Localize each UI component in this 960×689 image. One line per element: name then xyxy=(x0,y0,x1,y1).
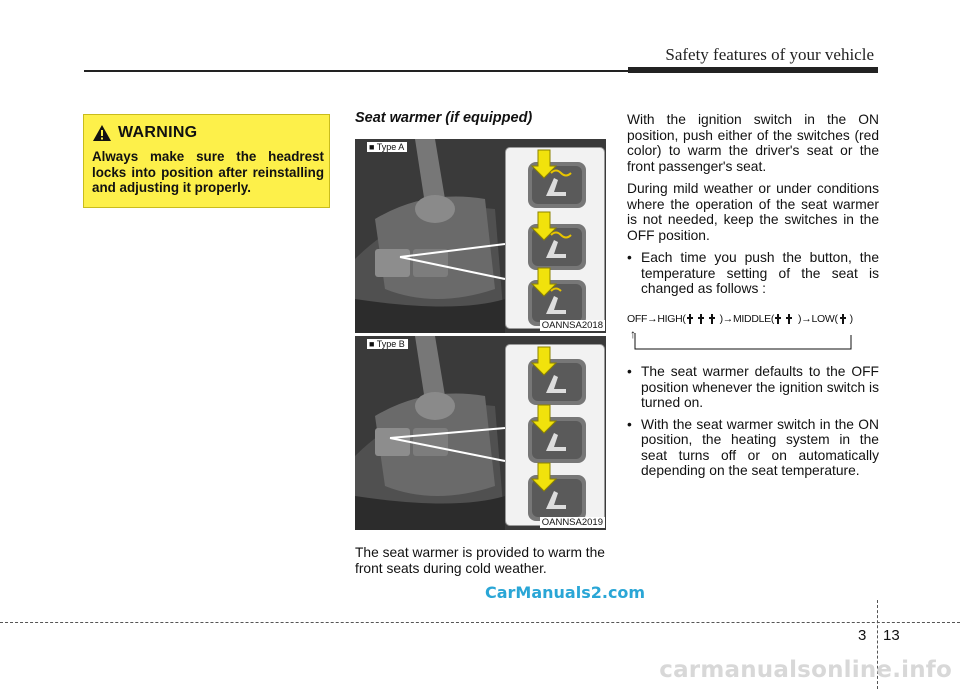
bullet-item xyxy=(627,364,879,411)
figure-code: OANNSA2019 xyxy=(541,517,603,528)
left-body-text: The seat warmer is provided to warm the front seats during cold weather. xyxy=(355,545,605,576)
bullet-dot-icon: • xyxy=(627,250,632,265)
page-number: 13 xyxy=(883,627,900,644)
watermark-link[interactable]: CarManuals2.com xyxy=(485,583,646,602)
right-column-lower xyxy=(627,364,879,485)
footer-separator xyxy=(0,622,960,623)
bullet-item xyxy=(627,417,879,479)
bullet-item xyxy=(627,250,879,297)
seq-arrow: → xyxy=(722,313,733,325)
return-arrow: ↑ xyxy=(630,327,636,341)
heat-level-high-icon xyxy=(686,313,720,325)
figure-type-label: ■ Type B xyxy=(367,339,408,349)
chapter-number: 3 xyxy=(858,627,867,644)
sequence-return-line xyxy=(627,329,857,353)
bullet-text: With the seat warmer switch in the ON position, the heating system in the seat turns off or on automatically depending on the seat temperature. xyxy=(641,416,879,478)
bullet-text: Each time you push the button, the temperature setting of the seat is changed as follows : xyxy=(641,250,879,296)
figure-type-a xyxy=(355,139,606,333)
paragraph-mild-weather: During mild weather or under conditions where the operation of the seat warmer is not needed, keep the switches in the OFF position. xyxy=(627,181,879,243)
paragraph-ignition: With the ignition switch in the ON position, push either of the switches (red color) to warm the driver's seat or the front passenger's seat. xyxy=(627,112,879,174)
section-title: Seat warmer (if equipped) xyxy=(355,110,533,126)
seq-off: OFF xyxy=(627,313,648,325)
bullet-text: The seat warmer defaults to the OFF position whenever the ignition switch is turned on. xyxy=(641,364,879,410)
header-rule-accent xyxy=(628,67,878,73)
figure-type-b xyxy=(355,336,606,530)
seq-close: ) xyxy=(798,313,802,325)
heat-level-middle-icon xyxy=(774,313,798,325)
seq-middle: MIDDLE( xyxy=(732,313,775,325)
warning-text: Always make sure the headrest locks into position after reinstalling and adjusting it properly. xyxy=(92,149,324,195)
header-title: Safety features of your vehicle xyxy=(665,45,874,64)
figure-type-label: ■ Type A xyxy=(367,142,407,152)
seq-arrow: → xyxy=(647,313,658,325)
bullet-dot-icon: • xyxy=(627,416,632,432)
temperature-sequence xyxy=(627,313,882,355)
figure-code: OANNSA2018 xyxy=(541,320,603,331)
warning-icon xyxy=(92,124,112,142)
warning-header xyxy=(92,124,197,142)
seat-warmer-switches-icon xyxy=(506,148,604,328)
right-column xyxy=(627,112,879,303)
sequence-line xyxy=(627,313,882,325)
seq-low: LOW( xyxy=(811,313,838,325)
site-watermark: carmanualsonline.info xyxy=(659,657,952,683)
heat-level-low-icon xyxy=(838,313,850,325)
switch-inset-a xyxy=(505,147,605,329)
switch-inset-b xyxy=(505,344,605,526)
seq-close: ) xyxy=(719,313,723,325)
seq-arrow: → xyxy=(801,313,812,325)
warning-title: WARNING xyxy=(118,124,198,141)
seat-warmer-switches-icon xyxy=(506,345,604,525)
seq-high: HIGH( xyxy=(657,313,686,325)
bullet-dot-icon: • xyxy=(627,364,632,379)
warning-box xyxy=(83,114,330,208)
seq-close: ) xyxy=(849,313,853,325)
